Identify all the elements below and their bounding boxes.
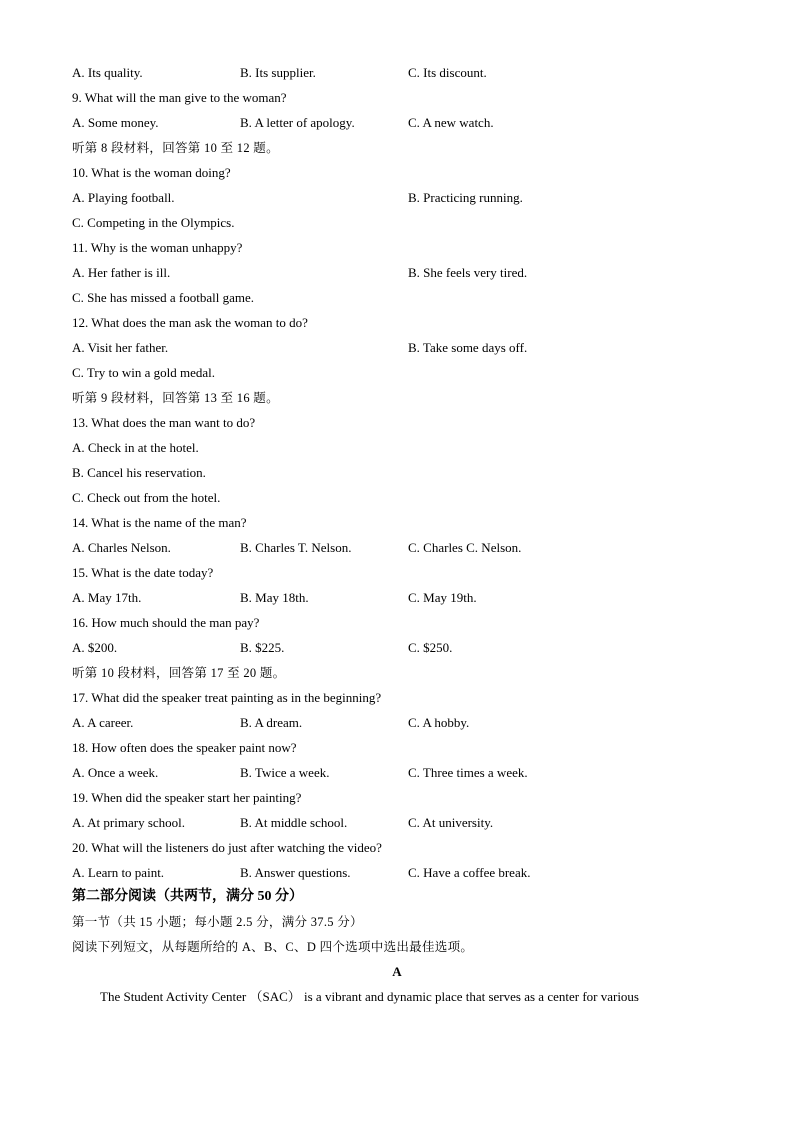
option-b: B. Take some days off. (408, 340, 528, 355)
passage-first-line: The Student Activity Center （SAC） is a vibrant and dynamic place that serves as a center for various (100, 989, 639, 1004)
options-row-q12 (72, 338, 734, 358)
option-a: A. Her father is ill. (72, 265, 171, 280)
option-a: A. Once a week. (72, 765, 159, 780)
option-a: A. Its quality. (72, 65, 143, 80)
question-19: 19. When did the speaker start her painting? (72, 790, 302, 805)
option-c: C. Have a coffee break. (408, 865, 531, 880)
options-row-q17 (72, 713, 734, 733)
instruction-material-9: 听第 9 段材料，回答第 13 至 16 题。 (72, 391, 279, 405)
option-b-q13: B. Cancel his reservation. (72, 465, 206, 480)
option-c: C. A new watch. (408, 115, 494, 130)
section-title-reading: 第二部分阅读（共两节，满分 50 分） (72, 889, 303, 904)
options-row-q14 (72, 538, 734, 558)
option-c-q13: C. Check out from the hotel. (72, 490, 221, 505)
question-16: 16. How much should the man pay? (72, 615, 260, 630)
question-17: 17. What did the speaker treat painting as in the beginning? (72, 690, 382, 705)
options-row-q8 (72, 63, 734, 83)
instruction-material-8: 听第 8 段材料，回答第 10 至 12 题。 (72, 141, 279, 155)
option-c-q10: C. Competing in the Olympics. (72, 215, 235, 230)
question-15: 15. What is the date today? (72, 565, 214, 580)
option-b: B. A dream. (240, 715, 303, 730)
option-b: B. Its supplier. (240, 65, 316, 80)
option-a: A. At primary school. (72, 815, 186, 830)
question-9: 9. What will the man give to the woman? (72, 90, 287, 105)
option-a: A. Visit her father. (72, 340, 169, 355)
option-b: B. Answer questions. (240, 865, 351, 880)
option-a: A. May 17th. (72, 590, 142, 605)
option-b: B. She feels very tired. (408, 265, 528, 280)
option-c: C. $250. (408, 640, 453, 655)
question-14: 14. What is the name of the man? (72, 515, 247, 530)
option-a: A. A career. (72, 715, 134, 730)
reading-instructions: 阅读下列短文，从每题所给的 A、B、C、D 四个选项中选出最佳选项。 (72, 940, 474, 954)
option-a: A. Charles Nelson. (72, 540, 171, 555)
option-b: B. Practicing running. (408, 190, 523, 205)
option-b: B. A letter of apology. (240, 115, 355, 130)
option-b: B. May 18th. (240, 590, 309, 605)
option-c: C. Charles C. Nelson. (408, 540, 522, 555)
question-18: 18. How often does the speaker paint now? (72, 740, 297, 755)
question-13: 13. What does the man want to do? (72, 415, 256, 430)
option-b: B. $225. (240, 640, 285, 655)
options-row-q18 (72, 763, 734, 783)
options-row-q11 (72, 263, 734, 283)
question-12: 12. What does the man ask the woman to do? (72, 315, 308, 330)
option-c: C. Three times a week. (408, 765, 528, 780)
option-b: B. Twice a week. (240, 765, 330, 780)
question-10: 10. What is the woman doing? (72, 165, 231, 180)
question-11: 11. Why is the woman unhappy? (72, 240, 243, 255)
option-b: B. Charles T. Nelson. (240, 540, 352, 555)
option-c-q12: C. Try to win a gold medal. (72, 365, 216, 380)
options-row-q15 (72, 588, 734, 608)
question-20: 20. What will the listeners do just after watching the video? (72, 840, 382, 855)
options-row-q9 (72, 113, 734, 133)
instruction-material-10: 听第 10 段材料，回答第 17 至 20 题。 (72, 666, 286, 680)
option-c: C. At university. (408, 815, 494, 830)
options-row-q19 (72, 813, 734, 833)
passage-heading: A (392, 964, 402, 979)
options-row-q20 (72, 863, 734, 883)
options-row-q10 (72, 188, 734, 208)
option-a: A. Learn to paint. (72, 865, 165, 880)
option-a: A. $200. (72, 640, 118, 655)
options-row-q16 (72, 638, 734, 658)
option-a: A. Some money. (72, 115, 159, 130)
option-c-q11: C. She has missed a football game. (72, 290, 254, 305)
option-c: C. A hobby. (408, 715, 470, 730)
option-c: C. May 19th. (408, 590, 477, 605)
option-b: B. At middle school. (240, 815, 348, 830)
option-a-q13: A. Check in at the hotel. (72, 440, 199, 455)
option-c: C. Its discount. (408, 65, 487, 80)
option-a: A. Playing football. (72, 190, 175, 205)
subsection-title: 第一节（共 15 小题；每小题 2.5 分，满分 37.5 分） (72, 915, 363, 929)
